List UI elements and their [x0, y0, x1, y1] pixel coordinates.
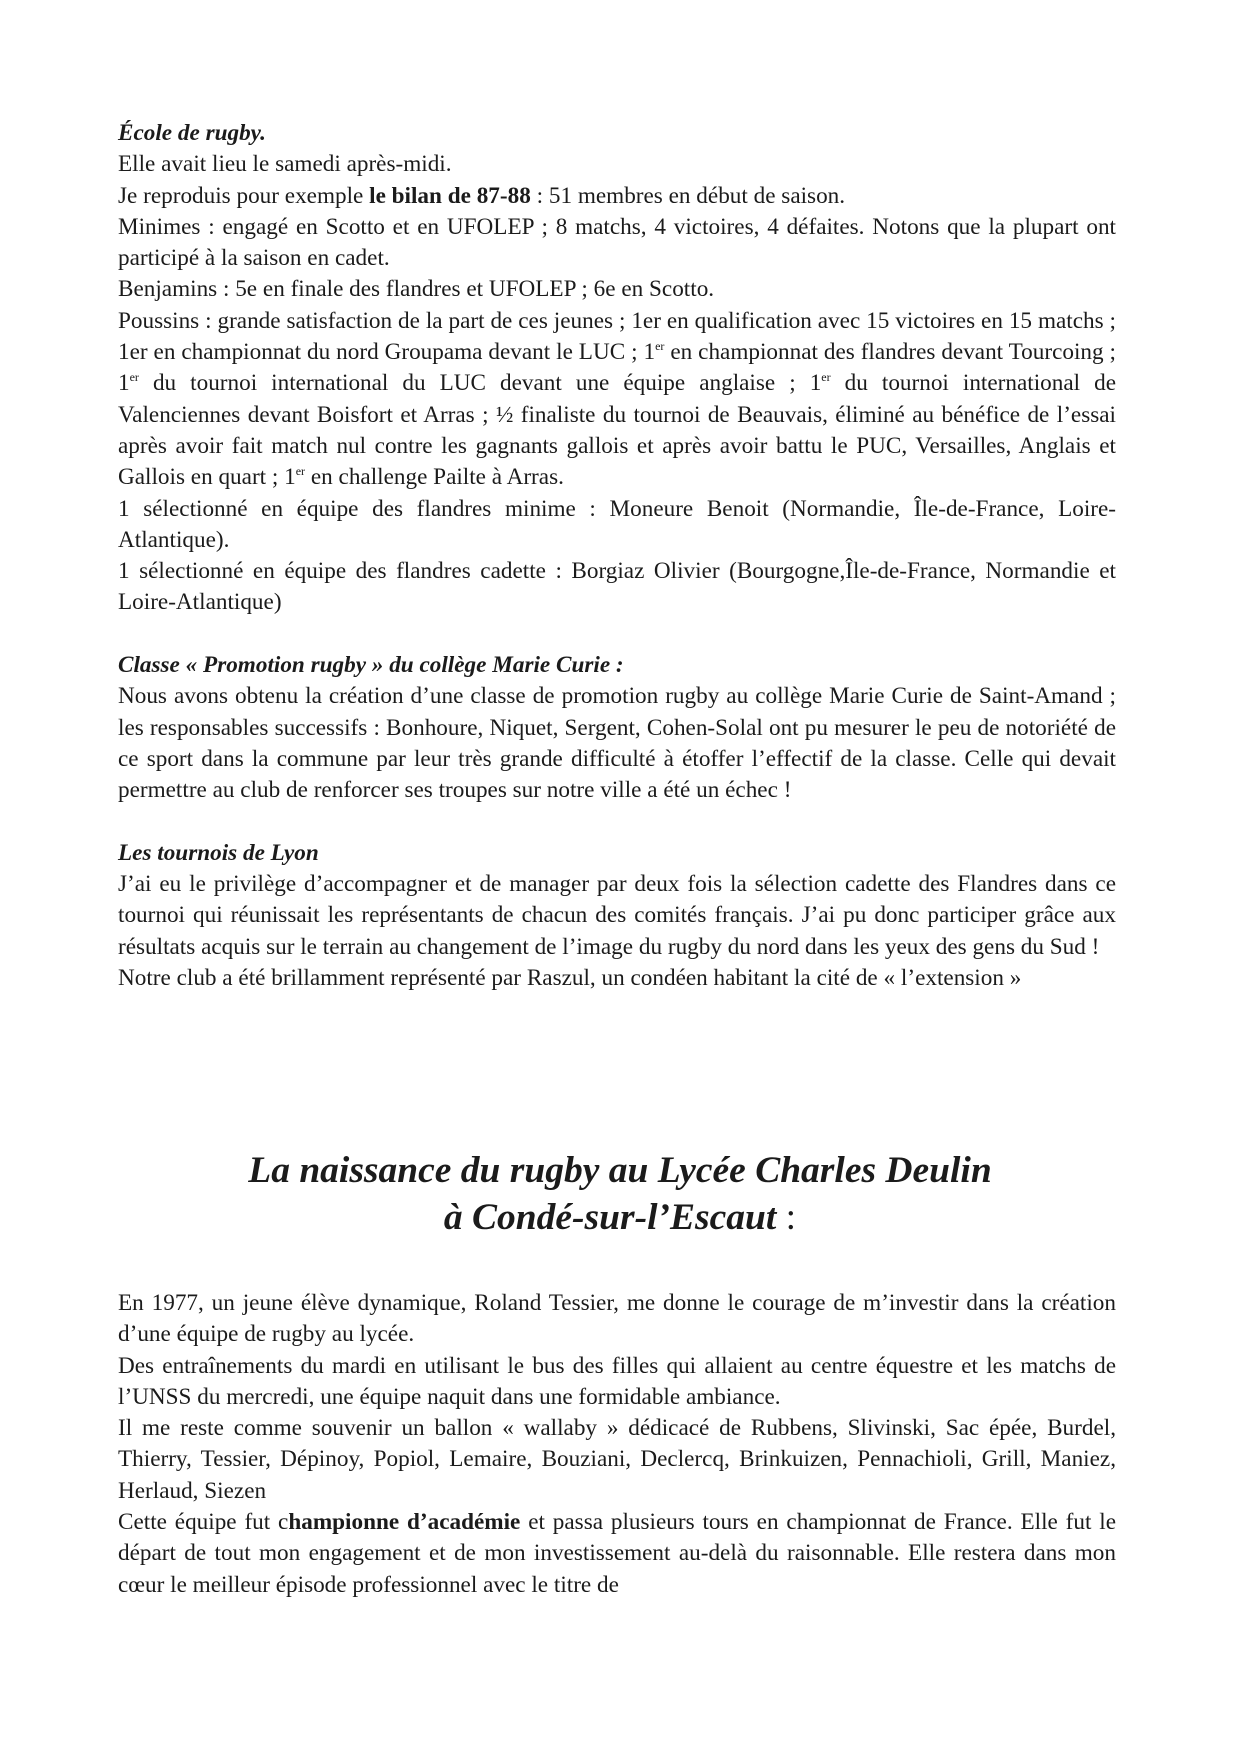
ecole-minimes: Minimes : engagé en Scotto et en UFOLEP ; 8 matchs, 4 victoires, 4 défaites. Notons que la plupart ont participé à la saison en cadet. [118, 213, 1116, 272]
ecole-poussins [118, 306, 1116, 494]
section-title-line-2 [0, 1194, 1240, 1242]
ecole-benjamins: Benjamins : 5e en finale des flandres et UFOLEP ; 6e en Scotto. [118, 276, 715, 303]
title-colon: : [776, 1197, 797, 1238]
bilan-bold: le bilan de 87-88 [369, 182, 531, 209]
classe-body: Nous avons obtenu la création d’une classe de promotion rugby au collège Marie Curie de Saint-Amand ; les responsables successifs : Bonhoure, Niquet, Sergent, Cohen-Solal ont pu mesurer le peu de notoriété de ce sport dans la commune par leur très grande difficulté à étoffer l’effectif de la classe. Celle qui devait permettre au club de renforcer ses troupes sur notre ville a été un échec ! [118, 683, 1116, 804]
spacer [118, 619, 1116, 650]
p4-post: et passa plusieurs tours en championnat de France. Elle fut le départ de tout mon engagement et de mon investissement au-delà du raisonnable. Elle restera dans mon cœur le meilleur épisode professionnel avec le titre de [118, 1509, 1117, 1598]
ecole-heading: École de rugby. [118, 120, 266, 146]
superscript-er: er [295, 464, 306, 479]
p4-pre: Cette équipe fut c [118, 1509, 289, 1536]
p4-bold: hampionne d’académie [288, 1509, 521, 1536]
section-title-line-1: La naissance du rugby au Lycée Charles Deulin [248, 1150, 992, 1191]
lycee-paragraph-1: En 1977, un jeune élève dynamique, Roland Tessier, me donne le courage de m’investir dans la création d’une équipe de rugby au lycée. [118, 1290, 1116, 1348]
ecole-bilan [118, 181, 1116, 212]
ecole-selection-minime: 1 sélectionné en équipe des flandres minime : Moneure Benoit (Normandie, Île-de-France, Loire-Atlantique). [118, 495, 1116, 553]
upper-text-block [118, 118, 1116, 994]
lycee-paragraph-3: Il me reste comme souvenir un ballon « wallaby » dédicacé de Rubbens, Slivinski, Sac épée, Burdel, Thierry, Tessier, Dépinoy, Popiol, Lemaire, Bouziani, Declercq, Brinkuizen, Pennachioli, Grill, Maniez, Herlaud, Siezen [118, 1415, 1116, 1504]
classe-heading: Classe « Promotion rugby » du collège Marie Curie : [118, 652, 624, 679]
bilan-post: : 51 membres en début de saison. [530, 182, 846, 209]
lycee-paragraph-2: Des entraînements du mardi en utilisant le bus des filles qui allaient au centre équestre et les matchs de l’UNSS du mercredi, une équipe naquit dans une formidable ambiance. [118, 1352, 1116, 1410]
lyon-club: Notre club a été brillamment représenté par Raszul, un condéen habitant la cité de « l’extension » [118, 965, 1022, 992]
poussins-part-5: en challenge Pailte à Arras. [305, 464, 564, 491]
lyon-body: J’ai eu le privilège d’accompagner et de manager par deux fois la sélection cadette des Flandres dans ce tournoi qui réunissait les représentants de chacun des comités français. J’ai pu donc participer grâce aux résultats acquis sur le terrain au changement de l’image du rugby du nord dans les yeux des gens du Sud ! [118, 871, 1116, 960]
ecole-line-1: Elle avait lieu le samedi après-midi. [118, 151, 452, 178]
title-line-2-text: à Condé-sur-l’Escaut [443, 1197, 777, 1238]
spacer [118, 807, 1116, 838]
superscript-er: er [821, 370, 831, 385]
bilan-pre: Je reproduis pour exemple [118, 182, 370, 209]
poussins-part-2: en championnat des flandres devant Tourcoing ; 1 [118, 339, 1116, 397]
superscript-er: er [129, 370, 139, 385]
superscript-er: er [655, 339, 665, 354]
lyon-heading: Les tournois de Lyon [118, 839, 319, 866]
poussins-part-3: du tournoi international du LUC devant une équipe anglaise ; 1 [138, 370, 822, 397]
lycee-text-block [118, 1288, 1116, 1601]
lycee-paragraph-4 [118, 1507, 1116, 1601]
ecole-selection-cadette: 1 sélectionné en équipe des flandres cadette : Borgiaz Olivier (Bourgogne,Île-de-France, Normandie et Loire-Atlantique) [118, 558, 1116, 616]
poussins-part-1: Poussins : grande satisfaction de la part de ces jeunes ; 1er en qualification avec 15 victoires en 15 matchs ; 1er en championnat du nord Groupama devant le LUC ; 1 [118, 307, 1116, 366]
poussins-part-4: du tournoi international de Valenciennes devant Boisfort et Arras ; ½ finaliste du tournoi de Beauvais, éliminé au bénéfice de l’essai après avoir fait match nul contre les gagnants gallois et après avoir battu le PUC, Versailles, Anglais et Gallois en quart ; 1 [118, 370, 1116, 491]
